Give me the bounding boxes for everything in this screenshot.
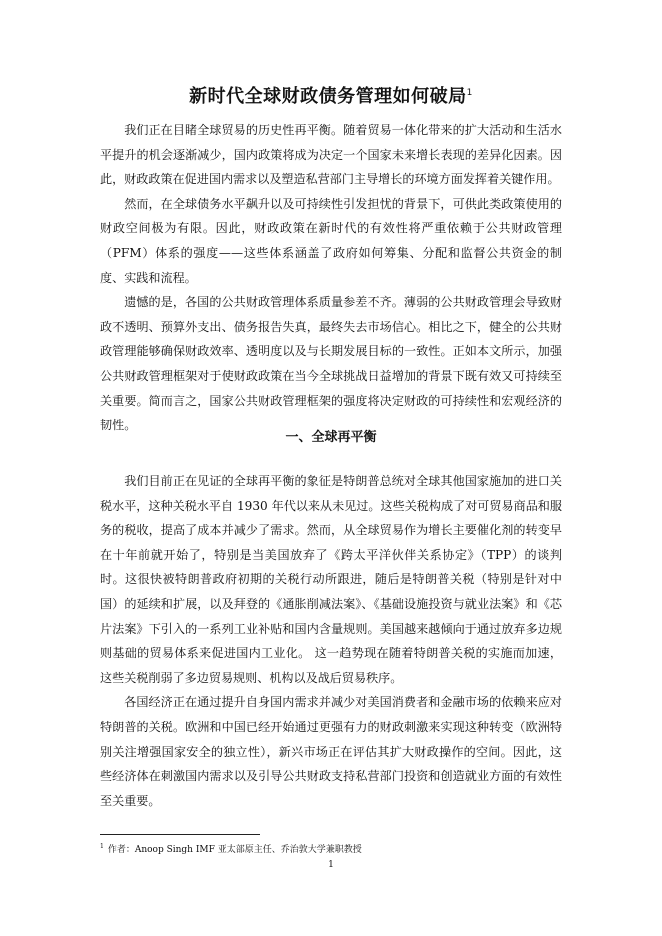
- section1-paragraph-2: 各国经济正在通过提升自身国内需求并减少对美国消费者和金融市场的依赖来应对特朗普的关税。欧洲和中国已经开始通过更强有力的财政刺激来实现这种转变（欧洲特别关注增强国家安全的独立性），新兴市场正在评估其扩大财政操作的空间。因此，这些经济体在刺激国内需求以及引导公共财政支持私营部门投资和创造就业方面的有效性至关重要。: [100, 695, 562, 808]
- document-title-text: 新时代全球财政债务管理如何破局: [189, 86, 467, 107]
- page-number: 1: [328, 860, 334, 870]
- title-footnote-marker: 1: [466, 88, 473, 98]
- footnote-divider: [100, 834, 260, 835]
- intro-paragraph-3: 遗憾的是，各国的公共财政管理体系质量参差不齐。薄弱的公共财政管理会导致财政不透明、预算外支出、债务报告失真，最终失去市场信心。相比之下，健全的公共财政管理能够确保财政效率、透明度以及与长期发展目标的一致性。正如本文所示，加强公共财政管理框架对于使财政政策在当今全球挑战日益增加的背景下既有效又可持续至关重要。简而言之，国家公共财政管理框架的强度将决定财政的可持续性和宏观经济的韧性。: [100, 295, 562, 433]
- section1-body: [100, 469, 562, 813]
- document-title: [0, 84, 662, 110]
- footnote-marker: 1: [100, 843, 104, 850]
- footnote: [100, 840, 562, 857]
- section1-paragraph-1: 我们目前正在见证的全球再平衡的象征是特朗普总统对全球其他国家施加的进口关税水平，这种关税水平自 1930 年代以来从未见过。这些关税构成了对可贸易商品和服务的税收，提高了成本并减少了需求。然而，从全球贸易作为增长主要催化剂的转变早在十年前就开始了，特别是当美国放弃了《跨太平洋伙伴关系协定》（TPP）的谈判时。这很快被特朗普政府初期的关税行动所跟进，随后是特朗普关税（特别是针对中国）的延续和扩展，以及拜登的《通胀削减法案》、《基础设施投资与就业法案》和《芯片法案》下引入的一系列工业补贴和国内含量规则。美国越来越倾向于通过放弃多边规则基础的贸易体系来促进国内工业化。 这一趋势现在随着特朗普关税的实施而加速，这些关税削弱了多边贸易规则、机构以及战后贸易秩序。: [100, 474, 562, 685]
- intro-paragraph-1: 我们正在目睹全球贸易的历史性再平衡。随着贸易一体化带来的扩大活动和生活水平提升的机会逐渐减少，国内政策将成为决定一个国家未来增长表现的差异化因素。因此，财政政策在促进国内需求以及塑造私营部门主导增长的环境方面发挥着关键作用。: [100, 123, 562, 187]
- intro-section: [100, 118, 562, 438]
- intro-paragraph-2: 然而，在全球债务水平飙升以及可持续性引发担忧的背景下，可供此类政策使用的财政空间极为有限。因此，财政政策在新时代的有效性将严重依赖于公共财政管理（PFM）体系的强度——这些体系涵盖了政府如何筹集、分配和监督公共资金的制度、实践和流程。: [100, 196, 562, 285]
- footnote-text: 作者：Anoop Singh IMF 亚太部原主任、乔治敦大学兼职教授: [107, 845, 362, 855]
- section-heading-global-rebalancing: 一、全球再平衡: [285, 430, 377, 445]
